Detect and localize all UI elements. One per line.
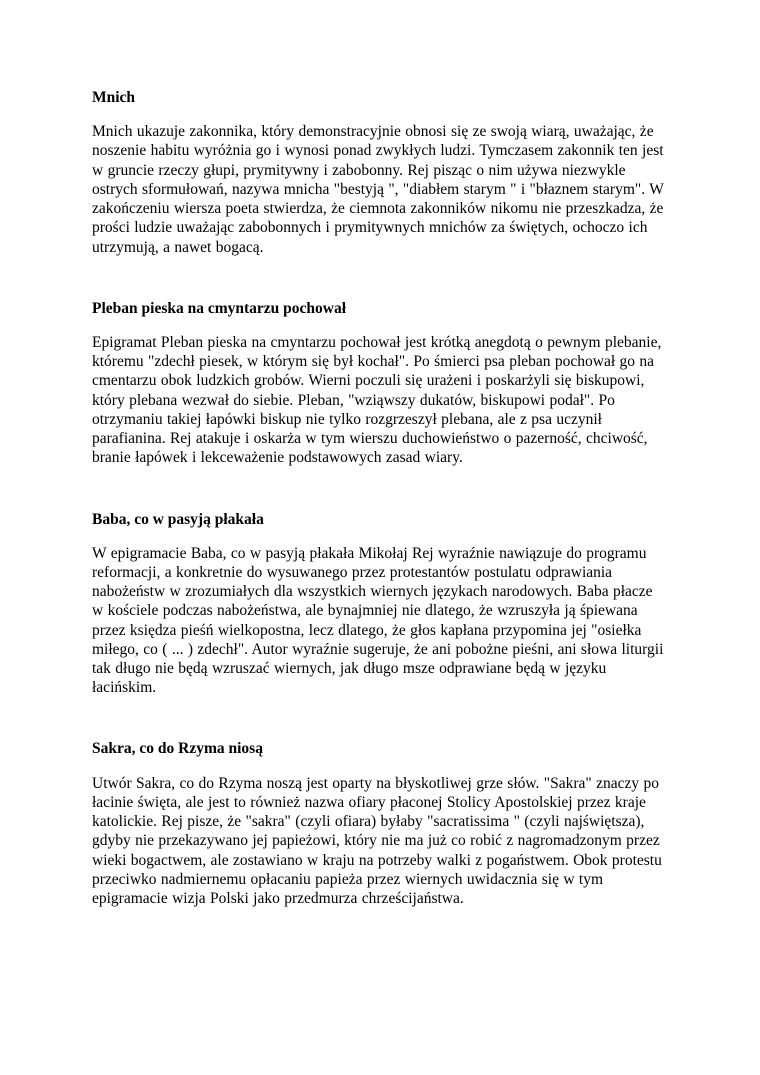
document-section (92, 739, 668, 908)
document-section (92, 299, 668, 468)
section-heading: Sakra, co do Rzyma niosą (92, 740, 263, 758)
section-paragraph: W epigramacie Baba, co w pasyją płakała Mikołaj Rej wyraźnie nawiązuje do programu reformacji, a konkretnie do wysuwanego przez protestantów postulatu odprawiania nabożeństw w zrozumiałych dla wszystkich wiernych językach narodowych. Baba płacze w kościele podczas nabożeństwa, ale bynajmniej nie dlatego, że wzruszyła ją śpiewana przez księdza pieśń wielkopostna, lecz dlatego, że głos kapłana przypomina jej "osiełka miłego, co ( ... ) zdechł". Autor wyraźnie sugeruje, że ani pobożne pieśni, ani słowa liturgii tak długo nie będą wzruszać wiernych, jak długo msze odprawiane będą w języku łacińskim. (92, 544, 664, 697)
section-paragraph: Epigramat Pleban pieska na cmyntarzu pochował jest krótką anegdotą o pewnym plebanie, któremu "zdechł piesek, w którym się był kochał". Po śmierci psa pleban pochował go na cmentarzu obok ludzkich grobów. Wierni poczuli się urażeni i poskarżyli się biskupowi, który plebana wezwał do siebie. Pleban, "wziąwszy dukatów, biskupowi podał". Po otrzymaniu takiej łapówki biskup nie tylko rozgrzeszył plebana, ale z psa uczynił parafianina. Rej atakuje i oskarża w tym wierszu duchowieństwo o pazerność, chciwość, branie łapówek i lekceważenie podstawowych zasad wiary. (92, 333, 662, 467)
document-section (92, 510, 668, 698)
section-paragraph: Utwór Sakra, co do Rzyma noszą jest oparty na błyskotliwej grze słów. "Sakra" znaczy po łacinie święta, ale jest to również nazwa ofiary płaconej Stolicy Apostolskiej przez kraje katolickie. Rej pisze, że "sakra" (czyli ofiara) byłaby "sacratissima " (czyli najświętsza), gdyby nie przekazywano jej papieżowi, który nie ma już co robić z nagromadzonym przez wieki bogactwem, ale zostawiano w kraju na potrzeby walki z pogaństwem. Obok protestu przeciwko nadmiernemu opłacaniu papieża przez wiernych uwidacznia się w tym epigramacie wizja Polski jako przedmurza chrześcijaństwa. (92, 774, 662, 907)
section-paragraph: Mnich ukazuje zakonnika, który demonstracyjnie obnosi się ze swoją wiarą, uważając, że noszenie habitu wyróżnia go i wynosi ponad zwykłych ludzi. Tymczasem zakonnik ten jest w gruncie rzeczy głupi, prymitywny i zabobonny. Rej pisząc o nim używa niezwykle ostrych sformułowań, nazywa mnicha "bestyją ", "diabłem starym " i "błaznem starym". W zakończeniu wiersza poeta stwierdza, że ciemnota zakonników nikomu nie przeszkadza, że prości ludzie uważając zabobonnych i prymitywnych mnichów za świętych, ochoczo ich utrzymują, a nawet bogacą. (92, 123, 664, 256)
document-section (92, 88, 668, 257)
section-heading: Baba, co w pasyją płakała (92, 510, 264, 528)
section-heading: Pleban pieska na cmyntarzu pochował (92, 299, 347, 317)
section-heading: Mnich (92, 89, 136, 106)
